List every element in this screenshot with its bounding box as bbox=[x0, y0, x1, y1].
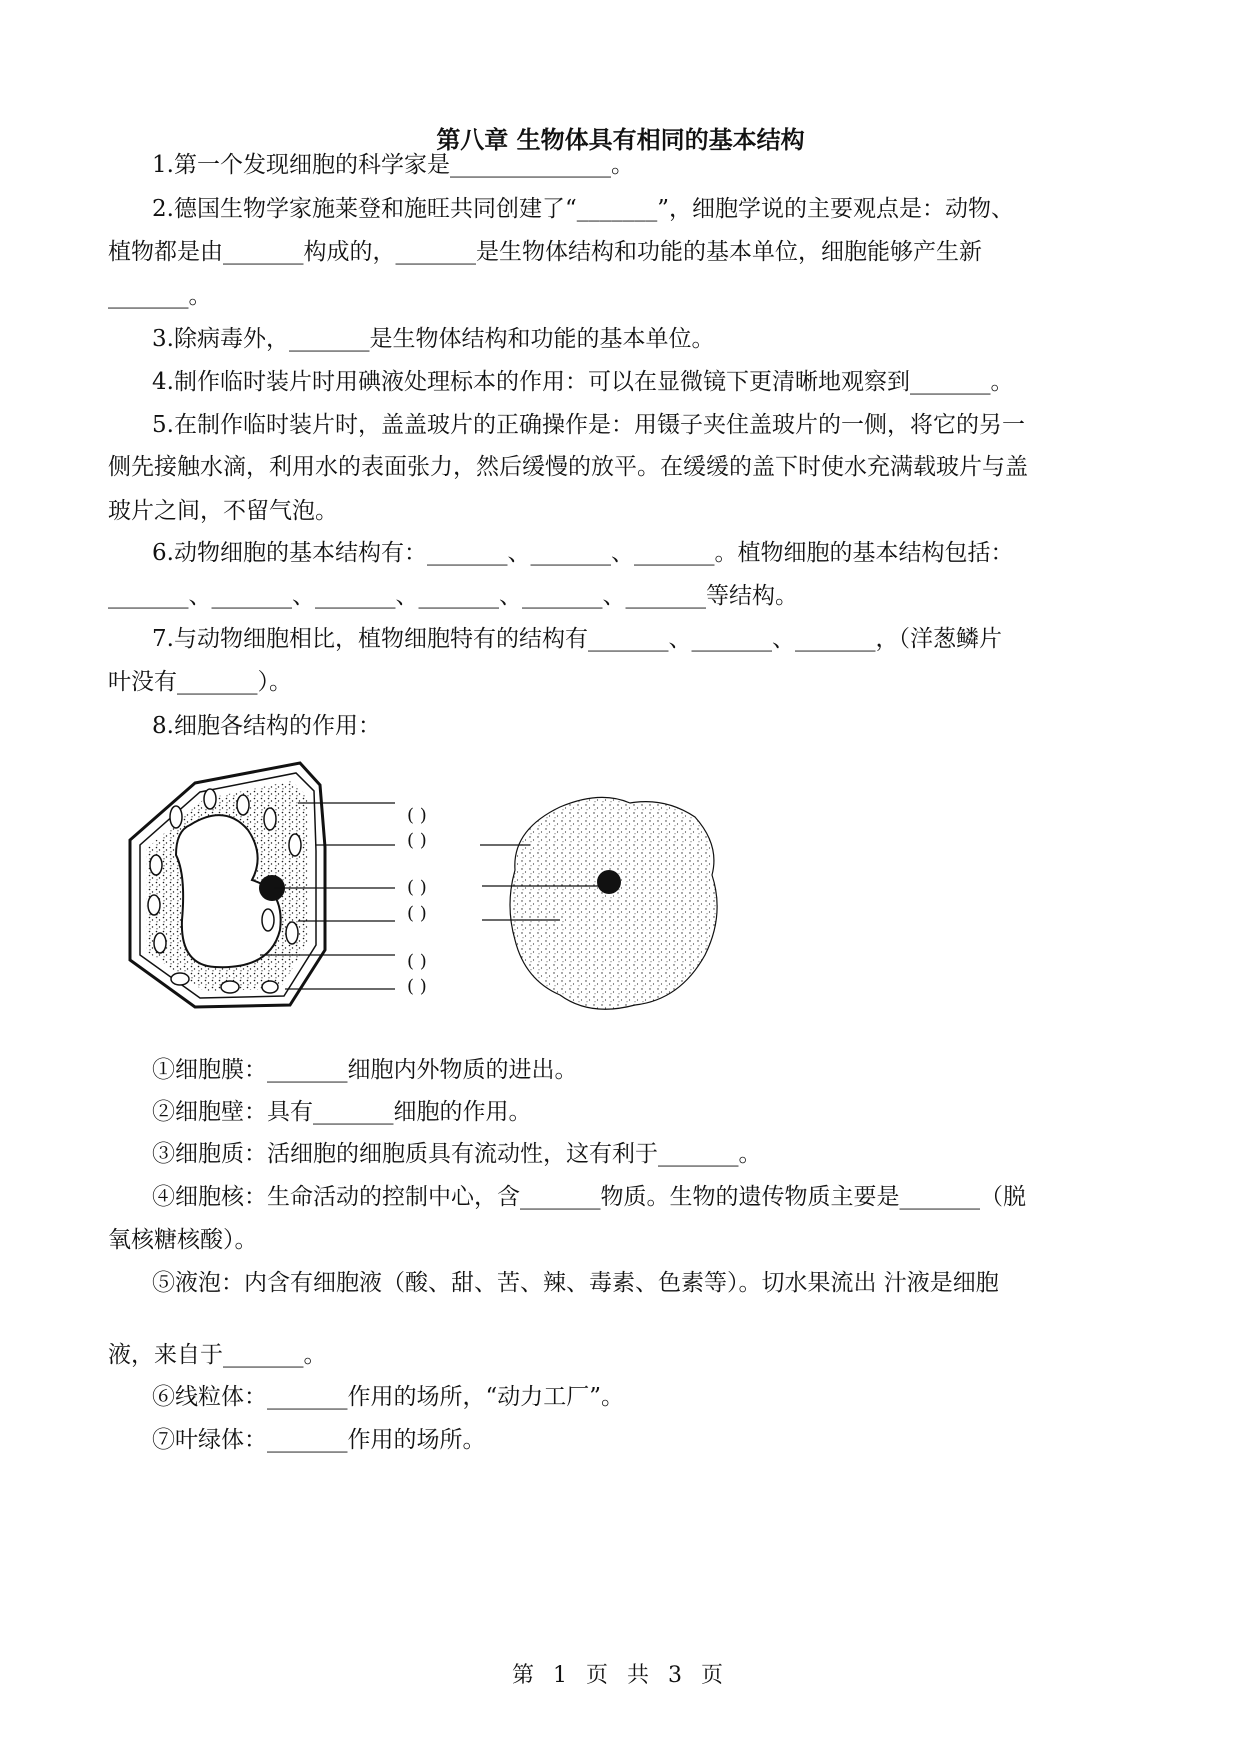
bracket-labels bbox=[407, 805, 427, 997]
question-5-line-2: 侧先接触水滴，利用水的表面张力，然后缓慢的放平。在缓缓的盖下时使水充满载玻片与盖 bbox=[108, 454, 1028, 480]
animal-nucleus bbox=[597, 870, 621, 894]
function-cell-wall: ②细胞壁：具有_______细胞的作用。 bbox=[152, 1099, 532, 1125]
question-6-line-1: 6.动物细胞的基本结构有：_______、_______、_______。植物细胞的基本结构包括： bbox=[152, 540, 1014, 566]
question-2-line-3: _______。 bbox=[108, 283, 212, 309]
question-5-line-1: 5.在制作临时装片时，盖盖玻片的正确操作是：用镊子夹住盖玻片的一侧，将它的另一 bbox=[152, 412, 1025, 438]
function-vacuole-line-1: ⑤液泡：内含有细胞液（酸、甜、苦、辣、毒素、色素等）。切水果流出 汁液是细胞 bbox=[152, 1270, 999, 1296]
function-nucleus-line-1: ④细胞核：生命活动的控制中心，含_______物质。生物的遗传物质主要是_______（脱 bbox=[152, 1184, 1026, 1210]
bracket-1: ( ) bbox=[407, 805, 427, 826]
question-7-line-2: 叶没有_______）。 bbox=[108, 669, 292, 695]
animal-cell-drawing bbox=[510, 797, 717, 1009]
bracket-2: ( ) bbox=[407, 830, 427, 851]
page-footer: 第 1 页 共 3 页 bbox=[512, 1663, 729, 1688]
question-5-line-3: 玻片之间，不留气泡。 bbox=[108, 498, 338, 524]
bracket-4: ( ) bbox=[407, 903, 427, 924]
function-nucleus-line-2: 氧核糖核酸）。 bbox=[108, 1227, 258, 1253]
function-vacuole-line-2: 液，来自于_______。 bbox=[108, 1342, 327, 1368]
question-7-line-1: 7.与动物细胞相比，植物细胞特有的结构有_______、_______、_______，（洋葱鳞片 bbox=[152, 626, 1002, 652]
bracket-3: ( ) bbox=[407, 877, 427, 898]
cell-diagrams bbox=[120, 755, 740, 1025]
plant-cell-drawing bbox=[130, 763, 325, 1007]
question-2-line-2: 植物都是由_______构成的，_______是生物体结构和功能的基本单位，细胞能够产生新 bbox=[108, 239, 982, 265]
bracket-6: ( ) bbox=[407, 976, 427, 997]
function-mitochondria: ⑥线粒体：_______作用的场所，“动力工厂”。 bbox=[152, 1384, 625, 1410]
page-title: 第八章 生物体具有相同的基本结构 bbox=[436, 126, 805, 154]
function-cytoplasm: ③细胞质：活细胞的细胞质具有流动性，这有利于_______。 bbox=[152, 1141, 762, 1167]
question-4: 4.制作临时装片时用碘液处理标本的作用：可以在显微镜下更清晰地观察到_______。 bbox=[152, 369, 1014, 395]
question-3: 3.除病毒外，_______是生物体结构和功能的基本单位。 bbox=[152, 326, 715, 352]
question-6-line-2: _______、_______、_______、_______、_______、_______等结构。 bbox=[108, 583, 798, 609]
question-8: 8.细胞各结构的作用： bbox=[152, 713, 381, 739]
bracket-5: ( ) bbox=[407, 951, 427, 972]
animal-cell-body bbox=[510, 797, 717, 1009]
question-1: 1.第一个发现细胞的科学家是______________。 bbox=[152, 152, 634, 178]
question-2-line-1: 2.德国生物学家施莱登和施旺共同创建了“_______”，细胞学说的主要观点是：动物、 bbox=[152, 196, 1014, 222]
function-cell-membrane: ①细胞膜：_______细胞内外物质的进出。 bbox=[152, 1057, 578, 1083]
function-chloroplast: ⑦叶绿体：_______作用的场所。 bbox=[152, 1427, 486, 1453]
